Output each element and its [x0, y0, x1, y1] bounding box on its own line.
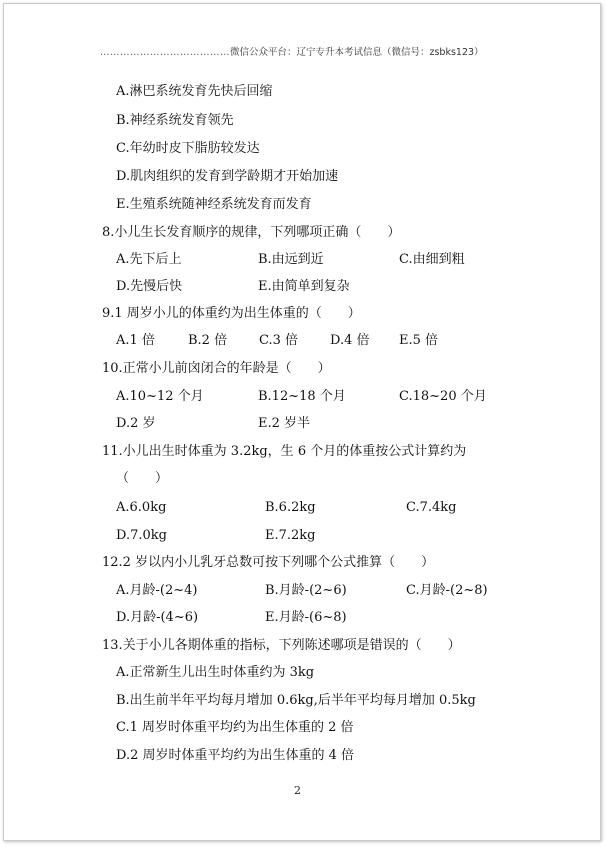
q8-stem: 8.小儿生长发育顺序的规律，下列哪项正确（ ）: [102, 225, 401, 240]
q8-option-a: A.先下后上: [116, 252, 182, 267]
q10-option-e: E.2 岁半: [258, 416, 311, 431]
q11-option-e: E.7.2kg: [265, 528, 316, 543]
header-text: 微信公众平台：辽宁专升本考试信息（微信号：zsbks123）: [230, 47, 484, 58]
q9-option-b: B.2 倍: [188, 333, 228, 348]
q8-option-b: B.由远到近: [258, 252, 324, 267]
q13-option-b: B.出生前半年平均每月增加 0.6kg,后半年平均每月增加 0.5kg: [116, 693, 476, 708]
q10-option-a: A.10~12 个月: [116, 389, 204, 404]
q10-option-b: B.12~18 个月: [258, 389, 346, 404]
q7-option-a: A.淋巴系统发育先快后回缩: [116, 84, 273, 99]
q9-option-a: A.1 倍: [116, 333, 155, 348]
q8-option-e: E.由简单到复杂: [258, 279, 350, 294]
q12-stem: 12.2 岁以内小儿乳牙总数可按下列哪个公式推算（ ）: [102, 555, 435, 570]
q11-option-b: B.6.2kg: [265, 500, 316, 515]
page-number: 2: [294, 784, 301, 797]
q10-option-c: C.18~20 个月: [399, 389, 487, 404]
q7-option-d: D.肌肉组织的发育到学龄期才开始加速: [116, 169, 339, 184]
q10-stem: 10.正常小儿前囟闭合的年龄是（ ）: [102, 361, 331, 376]
q13-stem: 13.关于小儿各期体重的指标，下列陈述哪项是错误的（ ）: [102, 638, 461, 653]
q7-option-b: B.神经系统发育领先: [116, 113, 234, 128]
q7-option-e: E.生殖系统随神经系统发育而发育: [116, 197, 312, 212]
header-dots: …………………………………: [100, 47, 230, 58]
q9-option-c: C.3 倍: [259, 333, 299, 348]
q11-option-c: C.7.4kg: [406, 500, 457, 515]
q13-option-d: D.2 周岁时体重平均约为出生体重的 4 倍: [116, 748, 355, 763]
q11-stem-continuation: （ ）: [116, 471, 169, 486]
q8-option-d: D.先慢后快: [116, 279, 183, 294]
page-header: [100, 44, 500, 60]
q12-option-d: D.月龄-(4~6): [116, 610, 199, 625]
q13-option-a: A.正常新生儿出生时体重约为 3kg: [116, 665, 315, 680]
q13-option-c: C.1 周岁时体重平均约为出生体重的 2 倍: [116, 720, 354, 735]
q12-option-b: B.月龄-(2~6): [265, 583, 347, 598]
q12-option-a: A.月龄-(2~4): [116, 583, 198, 598]
q11-option-d: D.7.0kg: [116, 528, 167, 543]
q9-option-d: D.4 倍: [330, 333, 370, 348]
q9-stem: 9.1 周岁小儿的体重约为出生体重的（ ）: [102, 306, 361, 321]
q8-option-c: C.由细到粗: [399, 252, 465, 267]
q12-option-c: C.月龄-(2~8): [406, 583, 488, 598]
q7-option-c: C.年幼时皮下脂肪较发达: [116, 141, 260, 156]
q9-option-e: E.5 倍: [399, 333, 439, 348]
q12-option-e: E.月龄-(6~8): [265, 610, 347, 625]
q11-option-a: A.6.0kg: [116, 500, 167, 515]
q10-option-d: D.2 岁: [116, 416, 156, 431]
q11-stem: 11.小儿出生时体重为 3.2kg，生 6 个月的体重按公式计算约为: [102, 444, 467, 459]
